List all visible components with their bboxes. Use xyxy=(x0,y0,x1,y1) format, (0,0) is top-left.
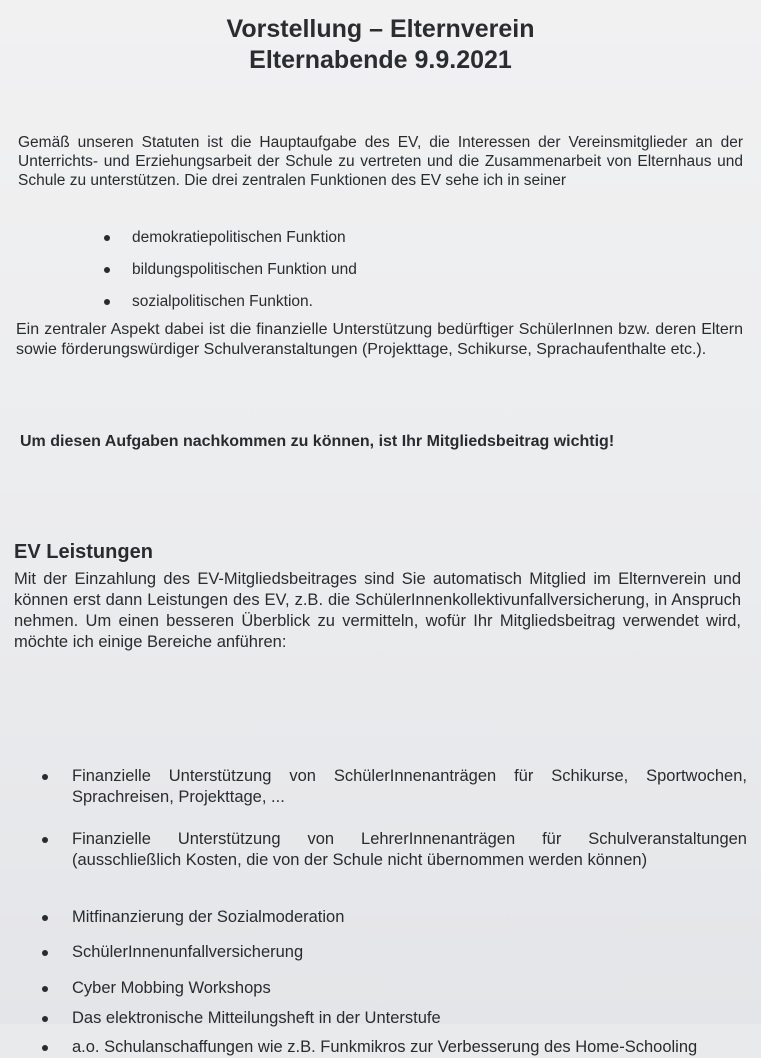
list-item xyxy=(40,766,747,808)
bullet-icon xyxy=(42,774,48,780)
list-item-text: Finanzielle Unterstützung von SchülerInnenanträgen für Schikurse, Sportwochen, Sprachreisen, Projekttage, ... xyxy=(72,767,747,806)
list-item xyxy=(40,1008,747,1029)
list-item xyxy=(40,1037,747,1058)
list-item xyxy=(40,978,747,999)
bullet-icon xyxy=(42,915,48,921)
list-item-text: Cyber Mobbing Workshops xyxy=(72,979,271,997)
bullet-icon xyxy=(104,299,110,305)
list-item-text: Das elektronische Mitteilungsheft in der Unterstufe xyxy=(72,1009,441,1027)
list-item-text: SchülerInnenunfallversicherung xyxy=(72,943,304,961)
list-item-text: sozialpolitischen Funktion. xyxy=(132,293,313,310)
section-heading: EV Leistungen xyxy=(14,541,153,563)
list-item xyxy=(104,260,357,292)
list-item-text: demokratiepolitischen Funktion xyxy=(132,229,346,246)
intro-paragraph: Gemäß unseren Statuten ist die Hauptaufgabe des EV, die Interessen der Vereinsmitglieder an der Unterrichts- und Erziehungsarbeit der Schule zu vertreten und die Zusammenarbeit von Elternhaus und Schule zu unterstützen. Die drei zentralen Funktionen des EV sehe ich in seiner xyxy=(18,134,743,189)
aspect-paragraph: Ein zentraler Aspekt dabei ist die finanzielle Unterstützung bedürftiger SchülerInnen bzw. deren Eltern sowie förderungswürdiger Schulveranstaltungen (Projekttage, Schikurse, Sprachaufenthalte etc.). xyxy=(16,321,743,358)
list-item-text: Finanzielle Unterstützung von LehrerInnenanträgen für Schulveranstaltungen (ausschließlich Kosten, die von der Schule nicht übernommen werden können) xyxy=(72,830,747,869)
list-item-text: Mitfinanzierung der Sozialmoderation xyxy=(72,908,345,926)
document-title xyxy=(0,0,761,76)
bullet-icon xyxy=(42,950,48,956)
list-item xyxy=(40,829,747,871)
functions-list xyxy=(104,228,357,324)
bullet-icon xyxy=(42,837,48,843)
list-item xyxy=(40,907,747,928)
list-item xyxy=(40,942,747,963)
title-line-1: Vorstellung – Elternverein xyxy=(226,15,535,43)
leistungen-paragraph: Mit der Einzahlung des EV-Mitgliedsbeitrages sind Sie automatisch Mitglied im Elternverein und können erst dann Leistungen des EV, z.B. die SchülerInnenkollektivunfallversicherung, in Anspruch nehmen. Um einen besseren Überblick zu vermitteln, wofür Ihr Mitgliedsbeitrag verwendet wird, möchte ich einige Bereiche anführen: xyxy=(14,570,741,651)
list-item-text: a.o. Schulanschaffungen wie z.B. Funkmikros zur Verbesserung des Home-Schooling xyxy=(72,1038,698,1056)
list-item-text: bildungspolitischen Funktion und xyxy=(132,261,357,278)
bullet-icon xyxy=(42,1045,48,1051)
bullet-icon xyxy=(42,986,48,992)
bullet-icon xyxy=(42,1016,48,1022)
list-item xyxy=(104,228,357,260)
bullet-icon xyxy=(104,267,110,273)
callout-text: Um diesen Aufgaben nachkommen zu können, ist Ihr Mitgliedsbeitrag wichtig! xyxy=(20,433,615,450)
bullet-icon xyxy=(104,235,110,241)
title-line-2: Elternabende 9.9.2021 xyxy=(249,46,512,74)
